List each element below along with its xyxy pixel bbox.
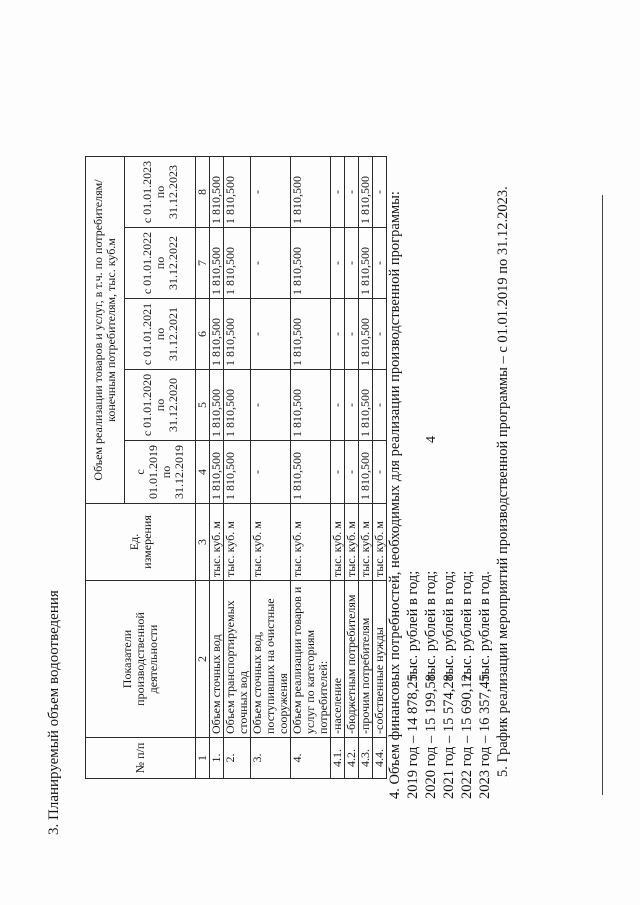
financial-line (404, 239, 422, 799)
row-unit: тыс. куб. м (331, 504, 345, 581)
row-value: 1 810,500 (359, 299, 373, 370)
financial-unit: тыс. рублей в год; (459, 570, 475, 681)
row-num: 4.4. (373, 738, 387, 779)
row-value: - (331, 441, 345, 504)
table-row (331, 157, 345, 779)
row-value: 1 810,500 (210, 157, 224, 228)
row-unit: тыс. куб. м (359, 504, 373, 581)
column-number: 2 (196, 581, 210, 738)
financial-line (458, 239, 476, 799)
row-name: -население (331, 581, 345, 738)
row-value: 1 810,500 (210, 441, 224, 504)
column-numbers-row (196, 157, 210, 779)
row-num: 1. (210, 738, 224, 779)
row-value: - (331, 299, 345, 370)
row-value: 1 810,500 (210, 228, 224, 299)
row-value: - (345, 157, 359, 228)
financial-unit: тыс. рублей в год; (405, 570, 421, 681)
financial-line (440, 239, 458, 799)
row-value: - (345, 299, 359, 370)
financial-unit: тыс. рублей в год; (423, 570, 439, 681)
row-name: -прочим потребителям (359, 581, 373, 738)
table-row (345, 157, 359, 779)
row-unit: тыс. куб. м (345, 504, 359, 581)
row-unit: тыс. куб. м (224, 504, 251, 581)
row-value: - (373, 441, 387, 504)
row-value: 1 810,500 (224, 157, 251, 228)
row-value: - (251, 370, 291, 441)
row-value: - (251, 157, 291, 228)
header-group: Объем реализации товаров и услуг, в т.ч. по потребителям/ конечным потребителям, тыс. куб.м (86, 157, 125, 504)
row-value: - (331, 370, 345, 441)
row-value: 1 810,500 (359, 441, 373, 504)
financial-year-amount: 2020 год – 15 199,58 (423, 674, 439, 799)
row-num: 4.1. (331, 738, 345, 779)
row-value: - (251, 228, 291, 299)
row-value: 1 810,500 (224, 370, 251, 441)
row-unit: тыс. куб. м (251, 504, 291, 581)
table-row (373, 157, 387, 779)
page-number: 4 (424, 436, 439, 443)
row-value: - (373, 157, 387, 228)
bottom-rule (602, 195, 603, 795)
row-name: -бюджетным потребителям (345, 581, 359, 738)
section-3-title: 3. Планируемый объем водоотведения (46, 590, 62, 835)
row-value: 1 810,500 (359, 157, 373, 228)
table-row (251, 157, 291, 779)
section-4-financial-needs (386, 186, 512, 799)
row-value: 1 810,500 (291, 299, 331, 370)
column-number: 1 (196, 738, 210, 779)
row-num: 4.3. (359, 738, 373, 779)
column-number: 5 (196, 370, 210, 441)
header-period: с 01.01.2020 по 31.12.2020 (125, 370, 196, 441)
table-row (291, 157, 331, 779)
row-name: Объем реализации товаров и услуг по категориям потребителей: (291, 581, 331, 738)
row-value: 1 810,500 (291, 228, 331, 299)
row-name: Объем сточных вод, поступивших на очистные сооружения (251, 581, 291, 738)
row-num: 4. (291, 738, 331, 779)
financial-line (422, 239, 440, 799)
row-value: 1 810,500 (224, 228, 251, 299)
row-value: 1 810,500 (359, 370, 373, 441)
row-value: - (331, 228, 345, 299)
financial-unit: тыс. рублей в год. (477, 571, 493, 681)
row-value: - (373, 228, 387, 299)
wastewater-volume-table (85, 156, 387, 779)
financial-year-amount: 2019 год – 14 878,25 (405, 674, 421, 799)
row-value: 1 810,500 (291, 441, 331, 504)
row-name: Объем сточных вод (210, 581, 224, 738)
row-value: - (345, 441, 359, 504)
row-value: 1 810,500 (210, 299, 224, 370)
row-value: 1 810,500 (224, 299, 251, 370)
row-value: 1 810,500 (291, 370, 331, 441)
row-value: - (251, 299, 291, 370)
row-value: - (373, 370, 387, 441)
financial-year-amount: 2021 год – 15 574,28 (441, 674, 457, 799)
header-indicator: Показатели производственной деятельности (86, 581, 196, 738)
row-value: - (345, 370, 359, 441)
column-number: 8 (196, 157, 210, 228)
financial-year-amount: 2023 год – 16 357,45 (477, 674, 493, 799)
section-5-title: 5. График реализации мероприятий производственной программы – с 01.01.2019 по 31.12.2023. (495, 186, 511, 777)
header-unit: Ед. измерения (86, 504, 196, 581)
header-period: с 01.01.2019 по 31.12.2019 (125, 441, 196, 504)
header-num: № п/п (86, 738, 196, 779)
row-value: - (373, 299, 387, 370)
row-name: -собственные нужды (373, 581, 387, 738)
column-number: 4 (196, 441, 210, 504)
section-4-title: 4. Объем финансовых потребностей, необходимых для реализации производственной программы: (387, 191, 403, 799)
financial-unit: тыс. рублей в год; (441, 570, 457, 681)
row-num: 2. (224, 738, 251, 779)
column-number: 3 (196, 504, 210, 581)
table-row (210, 157, 224, 779)
header-period: с 01.01.2023 по 31.12.2023 (125, 157, 196, 228)
row-num: 3. (251, 738, 291, 779)
column-number: 7 (196, 228, 210, 299)
row-unit: тыс. куб. м (210, 504, 224, 581)
row-name: Объем транспортируемых сточных вод (224, 581, 251, 738)
row-num: 4.2. (345, 738, 359, 779)
financial-line (476, 239, 494, 799)
row-value: - (331, 157, 345, 228)
row-value: - (345, 228, 359, 299)
row-value: 1 810,500 (210, 370, 224, 441)
row-value: - (251, 441, 291, 504)
header-period: с 01.01.2022 по 31.12.2022 (125, 228, 196, 299)
row-unit: тыс. куб. м (373, 504, 387, 581)
financial-year-amount: 2022 год – 15 690,12 (459, 674, 475, 799)
row-value: 1 810,500 (224, 441, 251, 504)
row-value: 1 810,500 (291, 157, 331, 228)
row-value: 1 810,500 (359, 228, 373, 299)
row-unit: тыс. куб. м (291, 504, 331, 581)
table-header-row (86, 157, 125, 779)
header-period: с 01.01.2021 по 31.12.2021 (125, 299, 196, 370)
table-row (359, 157, 373, 779)
table-row (224, 157, 251, 779)
column-number: 6 (196, 299, 210, 370)
